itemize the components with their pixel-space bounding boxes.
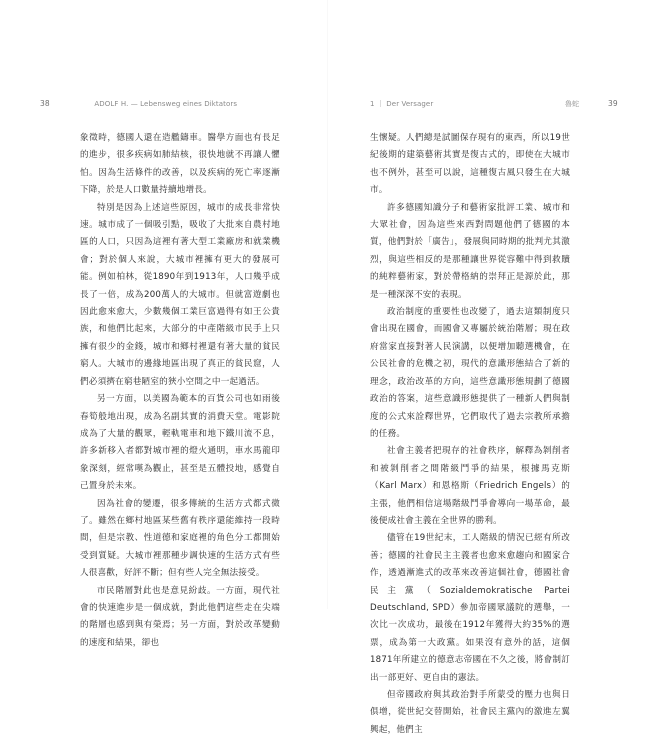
right-page-number: 39 — [608, 99, 618, 108]
left-page-number: 38 — [40, 99, 50, 108]
book-gutter — [327, 0, 328, 609]
right-running-head: 1 ｜ Der Versager — [370, 100, 434, 108]
paragraph: 特別是因為上述這些原因，城市的成長非常快速。城市成了一個吸引點，吸收了大批來自農村地區的人口，只因為這裡有著大型工業廠房和就業機會；對於個人來說，大城市裡擁有更大的發展可能。例如柏林，從1890年到1913年，人口幾乎成長了一倍，成為200萬人的大城市。但就富遊劇也因此愈來愈大，少數幾個工業巨富過得有如王公貴族，和他們比起來，大部分的中產階級市民手上只擁有很少的金錢，城市和鄉村裡還有著大量的貧民窮人。大城市的邊緣地區出現了真正的貧民窟，人們必須擠在窮巷陋室的狹小空間之中一起過活。 — [80, 202, 280, 387]
right-running-head-cjk-wrap — [565, 99, 579, 109]
left-running-head: ADOLF H. — Lebensweg eines Diktators — [94, 100, 238, 108]
paragraph: 儘管在19世紀末，工人階級的情況已經有所改善；德國的社會民主主義者也愈來愈趨向和國家合作，透過漸進式的改革來改善這個社會，德國社會民主黨（Sozialdemokratische Partei Deutschland, SPD）參加帝國眾議院的選舉，一次比一次成功，最後在1912年獲得大約35%的選票，成為第一大政黨。如果沒有意外的話，這個1871年所建立的德意志帝國在不久之後，將會制訂出一部更好、更自由的憲法。 — [370, 533, 570, 683]
right-page-number-wrap — [608, 99, 618, 108]
left-page-header — [40, 99, 237, 108]
right-page-body — [370, 130, 570, 739]
paragraph: 政治制度的重要性也改變了，過去這類制度只會出現在國會，而國會又專屬於統治階層；現在政府當家直接對著人民演講，以便增加聽選機會，在公民社會的危機之初，現代的意識形態結合了新的理念，政治改革的方向，這些意識形態規劃了德國政治的答案，這些意識形態提供了一種新人們與制度的公式來詮釋世界，它們取代了過去宗教所承擔的任務。 — [370, 307, 570, 439]
paragraph: 但帝國政府與其政治對手所蒙受的壓力也與日俱增，從世紀交替開始，社會民主黨內的激進左翼興起，他們主 — [370, 690, 570, 735]
paragraph: 因為社會的變遷，很多傳統的生活方式都式微了。雖然在鄉村地區某些舊有秩序還能維持一段時間，但是宗教、性道德和家庭裡的角色分工都開始受到質疑。大城市裡那種步調快速的生活方式有些人很喜歡，好評不斷；但有些人完全無法接受。 — [80, 498, 280, 579]
paragraph: 另一方面，以美國為範本的百貨公司也如雨後春筍般地出現，成為名副其實的消費天堂。電影院成為了大量的觀眾，輕軌電車和地下鐵川流不息，許多新移入者都對城市裡的燈火通明，車水馬龍印象深刻，經常嘆為觀止，甚至是五體投地，感覺自己置身於未來。 — [80, 394, 280, 492]
paragraph: 市民階層對此也是意見紛歧。一方面，現代社會的快速進步是一個成就，對此他們這些走在尖端的階層也感到與有榮焉；另一方面，對於改革變動的速度和結果，卻也 — [80, 585, 280, 648]
paragraph: 社會主義者把現存的社會秩序，解釋為剝削者和被剝削者之間階級鬥爭的結果，根據馬克斯（Karl Marx）和恩格斯（Friedrich Engels）的主張，他們相信這場階級鬥爭會導向一場革命，最後便成社會主義在全世界的勝利。 — [370, 446, 570, 526]
paragraph: 許多德國知識分子和藝術家批評工業、城市和大眾社會，因為這些來西對問題他們了德國的本質，他們對於「廣告」，發展與同時期的批判尤其激烈，與這些相反的是那種讓世界從容難中得到救贖的純粹藝術家，對於帶格納的崇拜正是源於此，那是一種深深不安的表現。 — [370, 202, 570, 300]
left-page-body — [80, 130, 280, 652]
right-page-header — [370, 99, 433, 109]
paragraph: 象徵時，德國人還在造艦鑄車。醫學方面也有長足的進步，很多疾病如肺結核，很快地就不再讓人懼怕。因為生活條件的改善，以及疾病的死亡率逐漸下降，於是人口數量持續地增長。 — [80, 133, 280, 196]
paragraph: 生懷疑。人們總是試圖保存現有的東西，所以19世紀後期的建築藝術其實是復古式的，即使在大城市也不例外，甚至可以說，這種復古風只發生在大城市。 — [370, 133, 570, 196]
right-running-head-cjk: 魯蛇 — [565, 100, 580, 108]
